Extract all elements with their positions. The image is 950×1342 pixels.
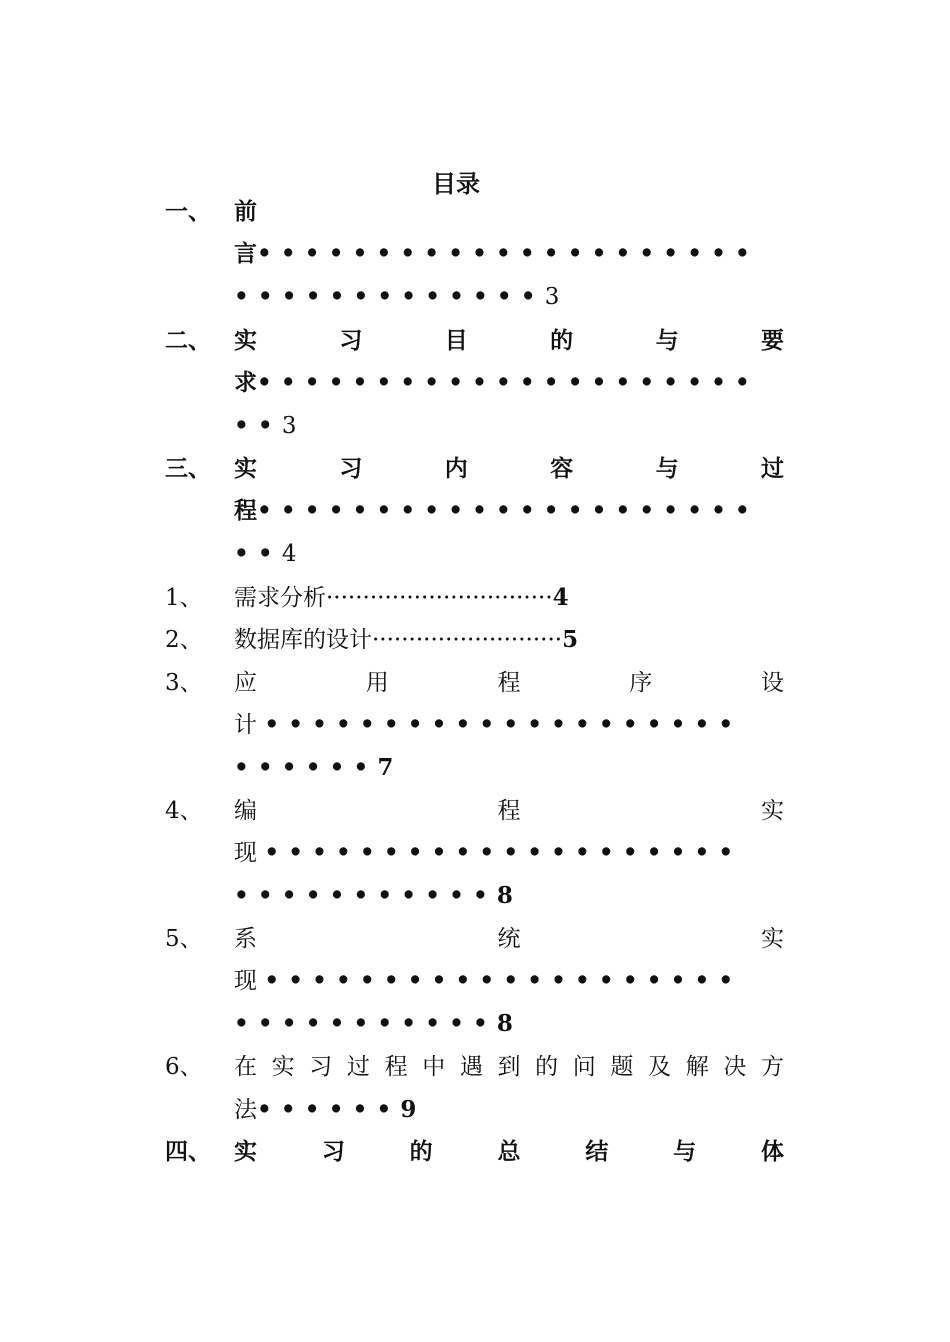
section-2-word: 的 xyxy=(550,327,574,354)
item-3-page: 7 xyxy=(377,754,394,781)
section-1-line2 xyxy=(234,234,759,274)
section-3-page: 4 xyxy=(281,541,297,567)
item-1-number: 1、 xyxy=(165,585,203,611)
section-1-heading: 前 xyxy=(234,198,257,225)
section-2-line3 xyxy=(234,406,296,446)
section-1-leader-dots-2: ••••••••••••• xyxy=(234,283,545,310)
item-3-word: 应 xyxy=(234,670,257,696)
item-6-heading-end: 法 xyxy=(234,1097,257,1123)
item-3-word: 设 xyxy=(761,670,784,696)
item-4-word: 实 xyxy=(761,798,784,824)
item-6-word: 实 xyxy=(271,1054,295,1080)
section-4-word: 总 xyxy=(497,1138,521,1165)
section-2-word: 目 xyxy=(444,327,468,354)
item-4-leader-dots: •••••••••••••••••••• xyxy=(264,839,743,866)
section-3-heading-end: 程 xyxy=(234,497,257,524)
item-5-page: 8 xyxy=(496,1010,513,1037)
section-4-word: 与 xyxy=(673,1138,697,1165)
item-5-word: 实 xyxy=(761,926,784,952)
item-6-leader-dots: •••••• xyxy=(257,1096,401,1123)
section-2-number: 二、 xyxy=(165,327,211,354)
section-1-page: 3 xyxy=(544,284,560,310)
section-2-word: 实 xyxy=(234,327,257,354)
section-2-page: 3 xyxy=(281,413,297,439)
item-5-leader-dots-2: ••••••••••• xyxy=(234,1010,497,1037)
section-3-leader-dots: ••••••••••••••••••••• xyxy=(257,497,759,524)
item-5-heading-end: 现 xyxy=(234,968,257,994)
item-6-page: 9 xyxy=(400,1096,417,1123)
section-3-word: 与 xyxy=(655,455,679,482)
item-3-heading-end: 计 xyxy=(234,712,257,738)
section-2-word: 与 xyxy=(655,327,679,354)
item-5-line2 xyxy=(234,961,742,1001)
section-2-line2 xyxy=(234,363,759,403)
item-6-word: 到 xyxy=(497,1054,521,1080)
item-4-line3 xyxy=(234,876,513,916)
section-2-word: 要 xyxy=(760,327,784,354)
section-2-heading xyxy=(234,321,784,361)
section-2-leader-dots-2: •• xyxy=(234,412,282,439)
section-3-line2 xyxy=(234,491,759,531)
item-4-word: 程 xyxy=(497,798,521,824)
item-5-heading xyxy=(234,919,784,959)
item-3-leader-dots: •••••••••••••••••••• xyxy=(264,711,743,738)
item-6-word: 遇 xyxy=(459,1054,483,1080)
item-4-line2 xyxy=(234,833,742,873)
item-6-word: 问 xyxy=(572,1054,596,1080)
section-3-leader-dots-2: •• xyxy=(234,540,282,567)
section-2-heading-end: 求 xyxy=(234,369,257,396)
item-6-heading xyxy=(234,1047,784,1087)
item-6-word: 在 xyxy=(234,1054,257,1080)
item-3-line3 xyxy=(234,748,393,788)
item-3-word: 序 xyxy=(629,670,653,696)
item-4-word: 编 xyxy=(234,798,257,824)
item-5-word: 系 xyxy=(234,926,257,952)
section-4-number: 四、 xyxy=(165,1138,211,1165)
item-6-word: 中 xyxy=(422,1054,446,1080)
section-3-word: 习 xyxy=(339,455,363,482)
toc-title: 目录 xyxy=(432,169,480,198)
section-1-number: 一、 xyxy=(165,198,211,225)
item-4-heading xyxy=(234,791,784,831)
item-4-leader-dots-2: ••••••••••• xyxy=(234,882,497,909)
item-2-line xyxy=(234,620,578,660)
item-2-text: 数据库的设计 xyxy=(234,627,372,653)
item-6-line2 xyxy=(234,1090,416,1130)
item-6-number: 6、 xyxy=(165,1054,203,1080)
section-3-word: 实 xyxy=(234,455,257,482)
item-1-line xyxy=(234,578,569,618)
item-3-word: 用 xyxy=(365,670,389,696)
section-3-word: 容 xyxy=(550,455,574,482)
section-1-line3 xyxy=(234,277,559,317)
item-6-word: 程 xyxy=(384,1054,408,1080)
item-5-line3 xyxy=(234,1004,513,1044)
item-6-word: 的 xyxy=(535,1054,559,1080)
item-6-word: 解 xyxy=(685,1054,709,1080)
section-1-heading-end: 言 xyxy=(234,240,257,267)
item-4-heading-end: 现 xyxy=(234,840,257,866)
section-4-word: 习 xyxy=(321,1138,345,1165)
section-4-word: 的 xyxy=(409,1138,433,1165)
item-1-text: 需求分析 xyxy=(234,585,326,611)
item-1-page: 4 xyxy=(552,584,569,611)
section-2-leader-dots: ••••••••••••••••••••• xyxy=(257,369,759,396)
section-4-word: 实 xyxy=(234,1138,257,1165)
item-6-word: 决 xyxy=(723,1054,747,1080)
section-4-heading xyxy=(234,1132,784,1172)
item-2-page: 5 xyxy=(562,626,579,653)
item-4-number: 4、 xyxy=(165,798,203,824)
section-3-heading xyxy=(234,449,784,489)
item-1-leader-dots: ······························· xyxy=(326,585,553,611)
section-3-word: 内 xyxy=(444,455,468,482)
item-5-word: 统 xyxy=(497,926,521,952)
item-6-word: 及 xyxy=(648,1054,672,1080)
section-2-word: 习 xyxy=(339,327,363,354)
item-2-leader-dots: ·························· xyxy=(372,627,563,653)
section-3-word: 过 xyxy=(760,455,784,482)
item-6-word: 过 xyxy=(346,1054,370,1080)
item-6-word: 习 xyxy=(309,1054,333,1080)
section-4-word: 结 xyxy=(585,1138,609,1165)
item-4-page: 8 xyxy=(496,882,513,909)
section-1-leader-dots: ••••••••••••••••••••• xyxy=(257,240,759,267)
item-3-word: 程 xyxy=(497,670,521,696)
item-5-number: 5、 xyxy=(165,926,203,952)
item-5-leader-dots: •••••••••••••••••••• xyxy=(264,967,743,994)
item-3-leader-dots-2: •••••• xyxy=(234,754,378,781)
item-3-line2 xyxy=(234,705,742,745)
item-3-number: 3、 xyxy=(165,670,203,696)
section-3-number: 三、 xyxy=(165,455,211,482)
item-3-heading xyxy=(234,663,784,703)
section-4-word: 体 xyxy=(760,1138,784,1165)
section-3-line3 xyxy=(234,534,296,574)
item-6-word: 题 xyxy=(610,1054,634,1080)
item-2-number: 2、 xyxy=(165,627,203,653)
item-6-word: 方 xyxy=(760,1054,784,1080)
